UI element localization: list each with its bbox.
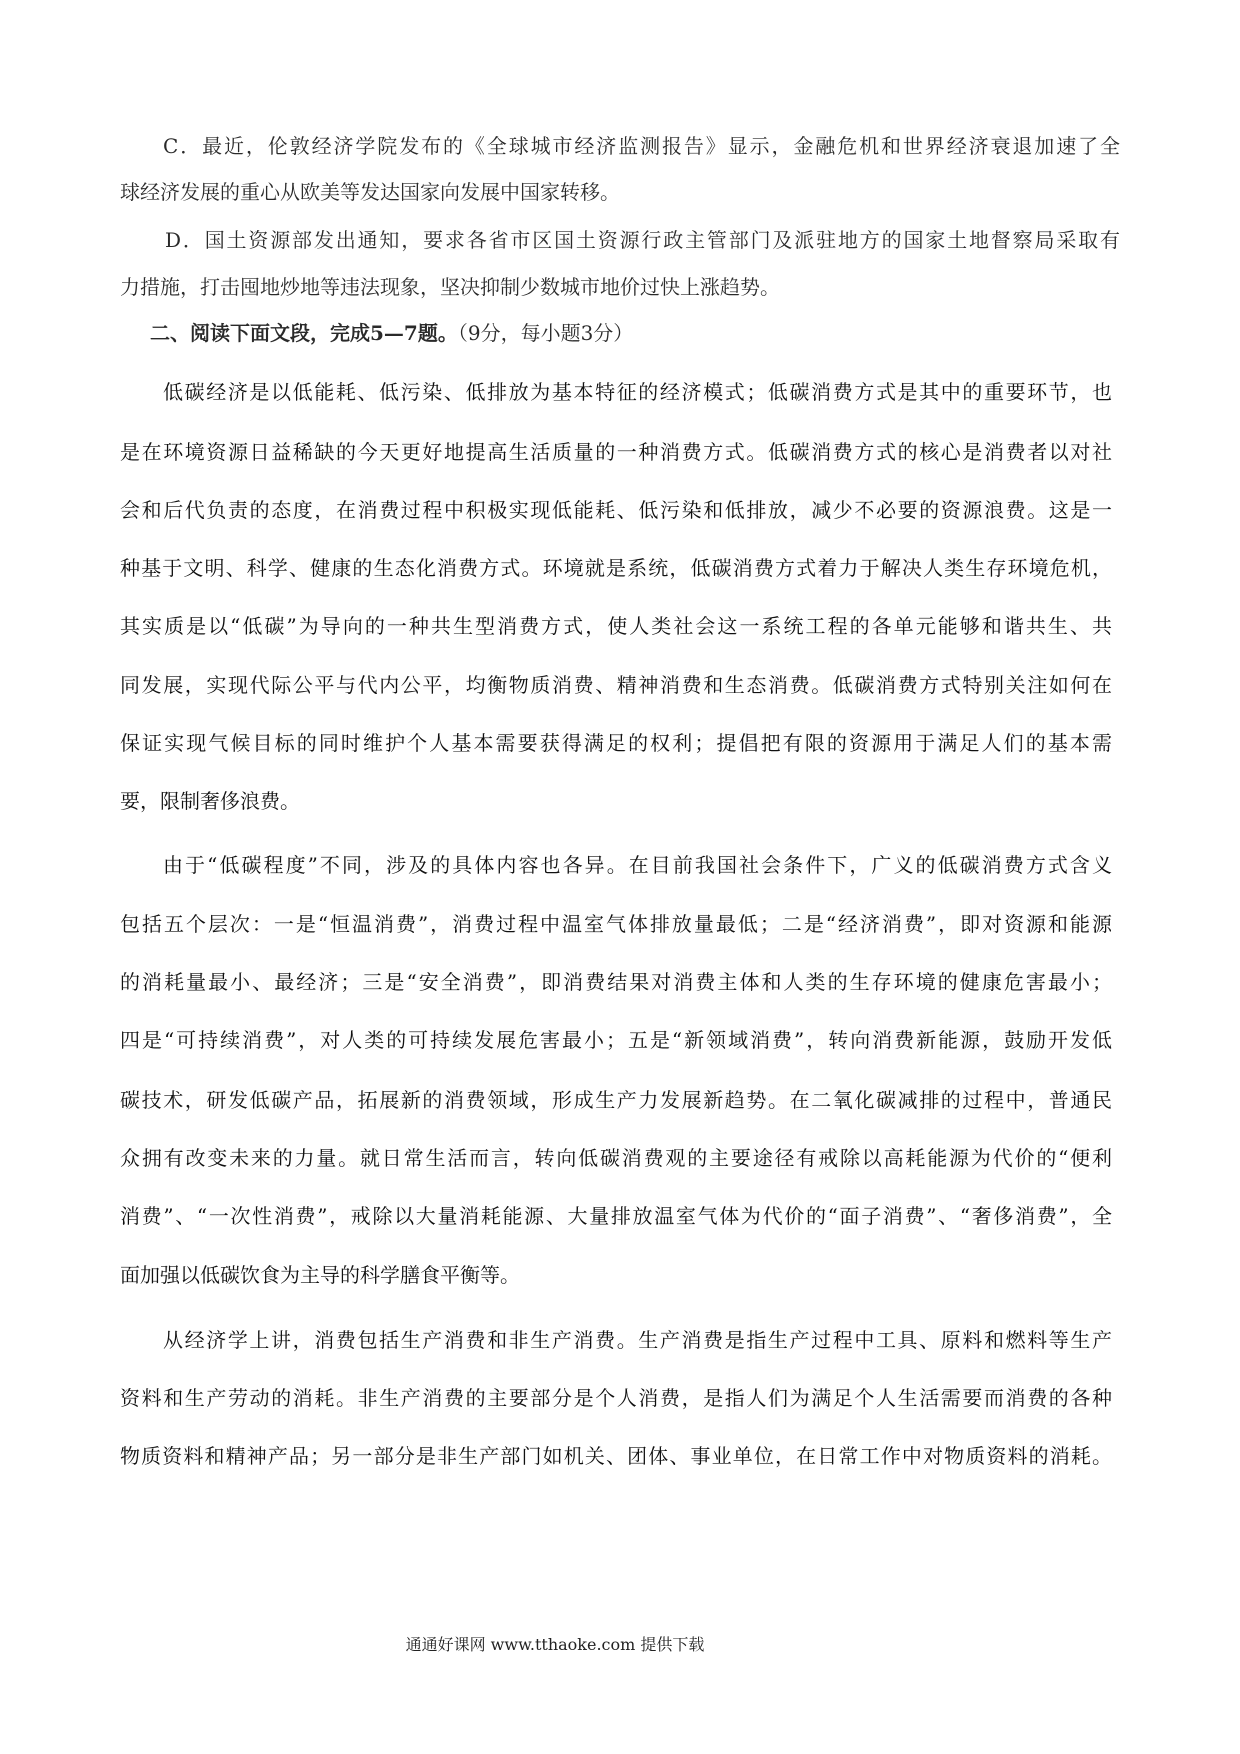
passage-line: 由于“低碳程度”不同，涉及的具体内容也各异。在目前我国社会条件下，广义的低碳消费方式含义 bbox=[163, 853, 1112, 877]
passage-line: 面加强以低碳饮食为主导的科学膳食平衡等。 bbox=[120, 1263, 520, 1287]
passage-line: 资料和生产劳动的消耗。非生产消费的主要部分是个人消费，是指人们为满足个人生活需要而消费的各种 bbox=[120, 1386, 1112, 1410]
passage-line: 包括五个层次：一是“恒温消费”，消费过程中温室气体排放量最低；二是“经济消费”，即对资源和能源 bbox=[120, 912, 1112, 936]
passage-line: 会和后代负责的态度，在消费过程中积极实现低能耗、低污染和低排放，减少不必要的资源浪费。这是一 bbox=[120, 498, 1112, 522]
passage-line: 同发展，实现代际公平与代内公平，均衡物质消费、精神消费和生态消费。低碳消费方式特别关注如何在 bbox=[120, 673, 1112, 697]
option-d-line: 力措施，打击囤地炒地等违法现象，坚决抑制少数城市地价过快上涨趋势。 bbox=[120, 275, 780, 299]
passage-line: 是在环境资源日益稀缺的今天更好地提高生活质量的一种消费方式。低碳消费方式的核心是消费者以对社 bbox=[120, 440, 1112, 464]
passage-line: 消费”、“一次性消费”，戒除以大量消耗能源、大量排放温室气体为代价的“面子消费”、“奢侈消费”，全 bbox=[120, 1204, 1112, 1228]
passage-line: 从经济学上讲，消费包括生产消费和非生产消费。生产消费是指生产过程中工具、原料和燃料等生产 bbox=[163, 1328, 1112, 1352]
passage-line: 四是“可持续消费”，对人类的可持续发展危害最小；五是“新领域消费”，转向消费新能源，鼓励开发低 bbox=[120, 1028, 1112, 1052]
passage-line: 种基于文明、科学、健康的生态化消费方式。环境就是系统，低碳消费方式着力于解决人类生存环境危机， bbox=[120, 556, 1112, 580]
passage-line: 要，限制奢侈浪费。 bbox=[120, 789, 300, 813]
section-heading-title: 二、阅读下面文段，完成5—7题。 bbox=[150, 321, 458, 345]
passage-line: 其实质是以“低碳”为导向的一种共生型消费方式，使人类社会这一系统工程的各单元能够和谐共生、共 bbox=[120, 614, 1112, 638]
section-heading-score-note: （9分，每小题3分） bbox=[457, 321, 634, 345]
passage-line: 低碳经济是以低能耗、低污染、低排放为基本特征的经济模式；低碳消费方式是其中的重要环节，也 bbox=[163, 380, 1112, 404]
passage-line: 物质资料和精神产品；另一部分是非生产部门如机关、团体、事业单位，在日常工作中对物质资料的消耗。 bbox=[120, 1444, 1112, 1468]
passage-line: 碳技术，研发低碳产品，拓展新的消费领域，形成生产力发展新趋势。在二氧化碳减排的过程中，普通民 bbox=[120, 1088, 1112, 1112]
footer-credit: 通通好课网 www.tthaoke.com 提供下载 bbox=[405, 1635, 705, 1654]
section-heading bbox=[150, 318, 1050, 348]
passage-line: 众拥有改变未来的力量。就日常生活而言，转向低碳消费观的主要途径有戒除以高耗能源为代价的“便利 bbox=[120, 1146, 1112, 1170]
passage-line: 保证实现气候目标的同时维护个人基本需要获得满足的权利；提倡把有限的资源用于满足人们的基本需 bbox=[120, 731, 1112, 755]
option-c-line: C．最近，伦敦经济学院发布的《全球城市经济监测报告》显示，金融危机和世界经济衰退加速了全 bbox=[163, 134, 1120, 158]
option-d-line: D．国土资源部发出通知，要求各省市区国土资源行政主管部门及派驻地方的国家土地督察局采取有 bbox=[165, 228, 1120, 252]
option-c-line: 球经济发展的重心从欧美等发达国家向发展中国家转移。 bbox=[120, 180, 620, 204]
passage-line: 的消耗量最小、最经济；三是“安全消费”，即消费结果对消费主体和人类的生存环境的健康危害最小； bbox=[120, 970, 1112, 994]
